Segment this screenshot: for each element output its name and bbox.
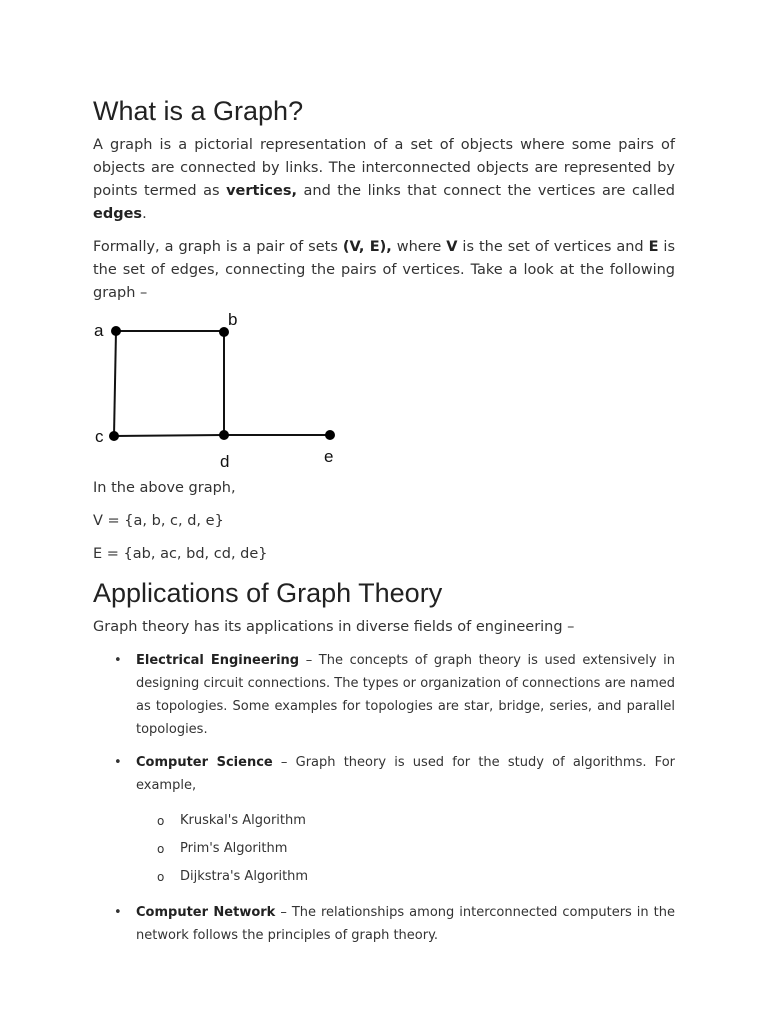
term-v-e: (V, E), — [342, 239, 392, 255]
term-v: V — [446, 239, 458, 255]
edge-ac — [114, 331, 116, 436]
circle-bullet-icon: o — [157, 870, 165, 884]
list-item-electrical-engineering: • Electrical Engineering – The concepts of graph theory is used extensively in designing circuit connections. The types or organization of connections are named as topologies. Some examples for topologies are star, bridge, series, and parallel topologies. — [93, 649, 675, 741]
graph-diagram — [91, 313, 341, 475]
paragraph-graph-definition: A graph is a pictorial representation of a set of objects where some pairs of objects are connected by links. The interconnected objects are represented by points termed as vertices, and the links that connect the vertices are called edges. — [93, 137, 675, 222]
list-item-computer-science: • Computer Science – Graph theory is used for the study of algorithms. For example, o Kruskal's Algorithm o Prim's Algorithm o Dijkstra's Algorithm — [93, 751, 675, 891]
term-e: E — [648, 239, 659, 255]
bullet-icon: • — [114, 905, 122, 920]
term-computer-science: Computer Science — [136, 755, 273, 770]
vertex-a — [111, 326, 121, 336]
vertex-c — [109, 431, 119, 441]
term-edges: edges — [93, 206, 143, 222]
label-e: e — [324, 447, 334, 466]
graph-edges — [114, 331, 330, 436]
term-vertices: vertices, — [226, 183, 297, 199]
label-c: c — [95, 427, 104, 446]
circle-bullet-icon: o — [157, 814, 165, 828]
list-item-dijkstra: o Dijkstra's Algorithm — [136, 863, 675, 891]
vertex-e — [325, 430, 335, 440]
edge-set: E = {ab, ac, bd, cd, de} — [93, 546, 268, 562]
graph-vertex-labels — [94, 313, 333, 471]
list-item-prim: o Prim's Algorithm — [136, 835, 675, 863]
edge-cd — [114, 435, 224, 436]
algorithm-list — [136, 807, 675, 891]
circle-bullet-icon: o — [157, 842, 165, 856]
list-item-computer-network: • Computer Network – The relationships among interconnected computers in the network follows the principles of graph theory. — [93, 901, 675, 947]
paragraph-formal-definition: Formally, a graph is a pair of sets (V, E), where V is the set of vertices and E is the set of edges, connecting the pairs of vertices. Take a look at the following graph – — [93, 239, 676, 301]
term-electrical-engineering: Electrical Engineering — [136, 653, 300, 668]
paragraph-applications-intro: Graph theory has its applications in diverse fields of engineering – — [93, 619, 575, 635]
bullet-icon: • — [114, 653, 122, 668]
heading-what-is-a-graph: What is a Graph? — [93, 96, 304, 126]
list-item-kruskal: o Kruskal's Algorithm — [136, 807, 675, 835]
label-a: a — [94, 321, 104, 340]
label-b: b — [228, 313, 238, 329]
graph-vertices — [109, 326, 335, 441]
document-page — [93, 92, 675, 957]
heading-applications: Applications of Graph Theory — [93, 578, 443, 608]
vertex-d — [219, 430, 229, 440]
vertex-set: V = {a, b, c, d, e} — [93, 513, 224, 529]
text-in-the-above-graph: In the above graph, — [93, 480, 236, 496]
bullet-icon: • — [114, 755, 122, 770]
applications-list — [93, 649, 675, 947]
term-computer-network: Computer Network — [136, 905, 276, 920]
label-d: d — [220, 452, 230, 471]
